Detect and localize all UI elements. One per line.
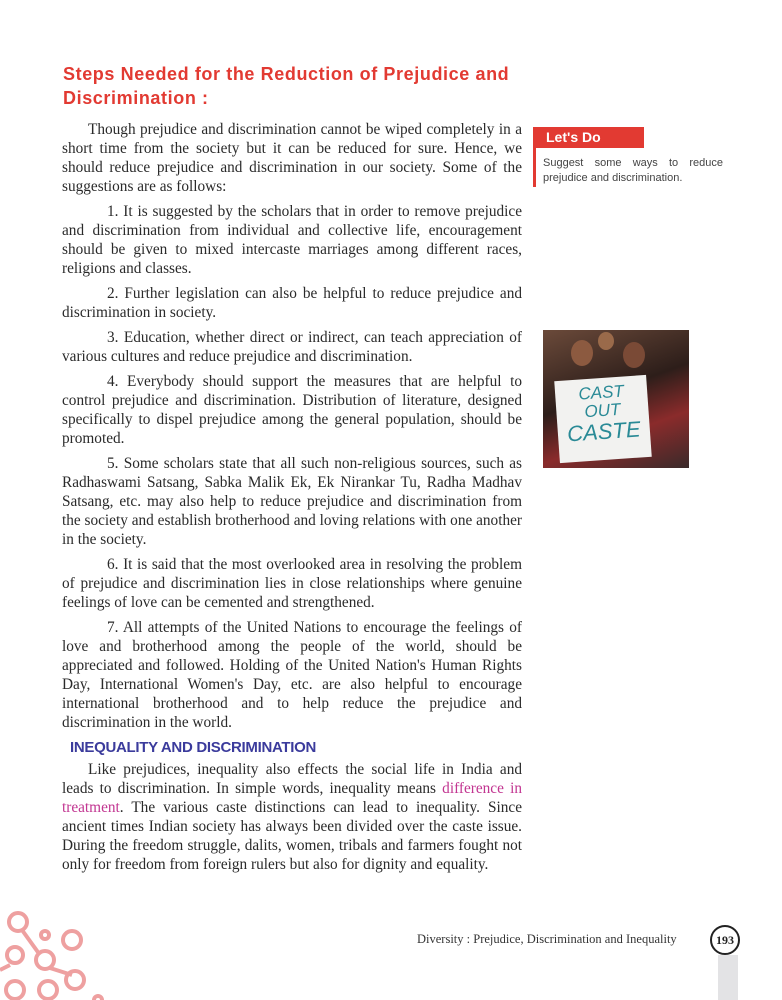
text: . The various caste distinctions can lead to inequality. Since ancient times Indian society has always been divided over the caste issue. During the freedom struggle, dalits, women, tribals and farmers fought not only for freedom from foreign rulers but also for dignity and equality.: [62, 799, 522, 873]
intro-paragraph: Though prejudice and discrimination cannot be wiped completely in a short time from the society but it can be reduced for sure. Hence, we should reduce prejudice and discrimination in our society. Some of the suggestions are as follows:: [62, 121, 522, 195]
point-3: 3. Education, whether direct or indirect, can teach appreciation of various cultures and reduce prejudice and discrimination.: [62, 329, 522, 365]
point-4: 4. Everybody should support the measures that are helpful to control prejudice and discrimination. Distribution of literature, designed specifically to dispel prejudice among the general population, should be promoted.: [62, 373, 522, 447]
inequality-heading: INEQUALITY AND DISCRIMINATION: [70, 739, 317, 756]
decorative-circles-icon: [0, 910, 110, 1000]
point-7: 7. All attempts of the United Nations to encourage the feelings of love and brotherhood among the people of the world, should be appreciated and followed. Holding of the United Nation's Human Rights Day, International Women's Day, etc. are also helpful to encourage international brotherhood and to help reduce the prejudice and discrimination in the world.: [62, 619, 522, 731]
section-title: Steps Needed for the Reduction of Prejudice and Discrimination :: [63, 64, 510, 108]
lets-do-text: Suggest some ways to reduce prejudice and discrimination.: [543, 157, 723, 184]
lets-do-box: [533, 127, 723, 186]
protest-photo: [543, 330, 689, 468]
person: [623, 342, 645, 368]
placard-text: CASTE: [566, 416, 642, 447]
lets-do-heading: Let's Do: [536, 127, 644, 148]
placard: [554, 375, 651, 463]
person: [598, 332, 614, 350]
point-2: 2. Further legislation can also be helpful to reduce prejudice and discrimination in society.: [62, 285, 522, 321]
point-5: 5. Some scholars state that all such non-religious sources, such as Radhaswami Satsang, Sabka Malik Ek, Ek Nirankar Tu, Radha Madhav Satsang, etc. may also help to reduce prejudice and discrimination from the society and establish brotherhood and loving relations with one another in the society.: [62, 455, 522, 548]
person: [571, 340, 593, 366]
point-1: 1. It is suggested by the scholars that in order to remove prejudice and discrimination from individual and collective life, encouragement should be given to mixed intercaste marriages among different races, religions and classes.: [62, 203, 522, 277]
page-number: 193: [710, 925, 740, 955]
side-strip: [718, 955, 738, 1000]
main-column: [62, 120, 522, 880]
highlight-term: difference in treatment: [62, 780, 522, 816]
placard-text: CAST: [577, 381, 625, 404]
placard-text: OUT: [583, 399, 621, 422]
accent-bar: [533, 127, 536, 187]
point-6: 6. It is said that the most overlooked area in resolving the problem of prejudice and discrimination lies in close relationships where genuine feelings of love can be cemented and strengthened.: [62, 556, 522, 611]
inequality-paragraph: [62, 760, 522, 874]
text: Like prejudices, inequality also effects the social life in India and leads to discrimination. In simple words, inequality means: [62, 761, 522, 797]
chapter-footer: Diversity : Prejudice, Discrimination and Inequality: [417, 932, 677, 946]
